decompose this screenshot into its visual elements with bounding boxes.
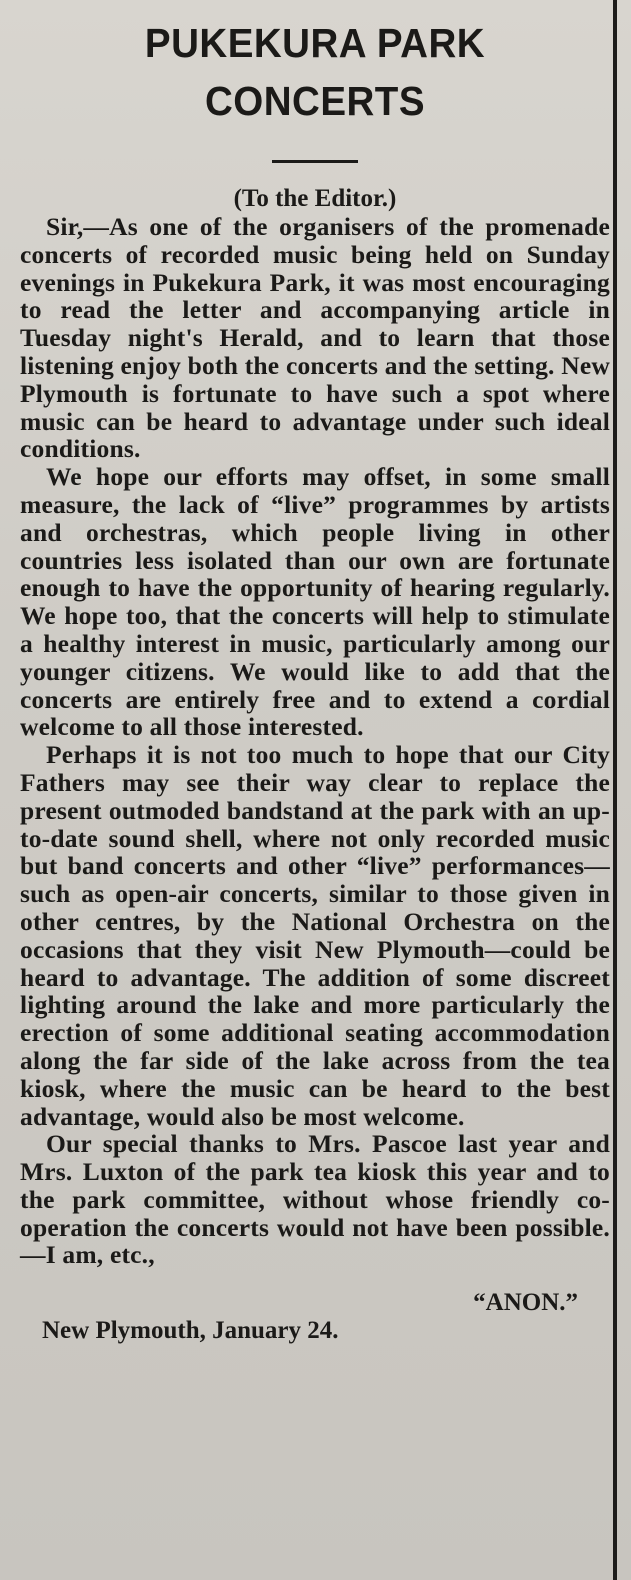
place-and-date: New Plymouth, January 24. xyxy=(42,1317,339,1345)
column-rule xyxy=(613,0,617,1580)
body-paragraph-3: Perhaps it is not too much to hope that our City Fathers may see their way clear to replace the present outmoded bandstand at the park with an up-to-date sound shell, where not only recorded music but band concerts and other “live” performances—such as open-air concerts, similar to those given in other centres, by the National Orchestra on the occasions that they visit New Plymouth—could be heard to advantage. The addition of some discreet lighting around the lake and more particularly the erection of some additional seating accommodation along the far side of the lake across from the tea kiosk, where the music can be heard to the best advantage, would also be most welcome. xyxy=(20,740,610,1131)
headline-divider xyxy=(272,160,358,163)
body-paragraph-4: Our special thanks to Mrs. Pascoe last year and Mrs. Luxton of the park tea kiosk this year and to the park committee, without whose friendly co-operation the concerts would not have been possible.—I am, etc., xyxy=(20,1129,610,1270)
body-paragraph-1: Sir,—As one of the organisers of the promenade concerts of recorded music being held on Sunday evenings in Pukekura Park, it was most encouraging to read the letter and accompanying article in Tuesday night's Herald, and to learn that those listening enjoy both the concerts and the setting. New Plymouth is fortunate to have such a spot where music can be heard to advantage under such ideal conditions. xyxy=(20,212,610,464)
addressee-line: (To the Editor.) xyxy=(233,185,397,212)
body-paragraph-2: We hope our efforts may offset, in some small measure, the lack of “live” programmes by artists and orchestras, which people living in other countries less isolated than our own are fortunate enough to have the opportunity of hearing regularly. We hope too, that the concerts will help to stimulate a healthy interest in music, particularly among our younger citizens. We would like to add that the concerts are entirely free and to extend a cordial welcome to all those interested. xyxy=(20,462,610,742)
signature: “ANON.” xyxy=(473,1289,578,1317)
letter-to-editor xyxy=(20,8,610,1345)
headline: PUKEKURA PARK CONCERTS xyxy=(144,20,486,124)
